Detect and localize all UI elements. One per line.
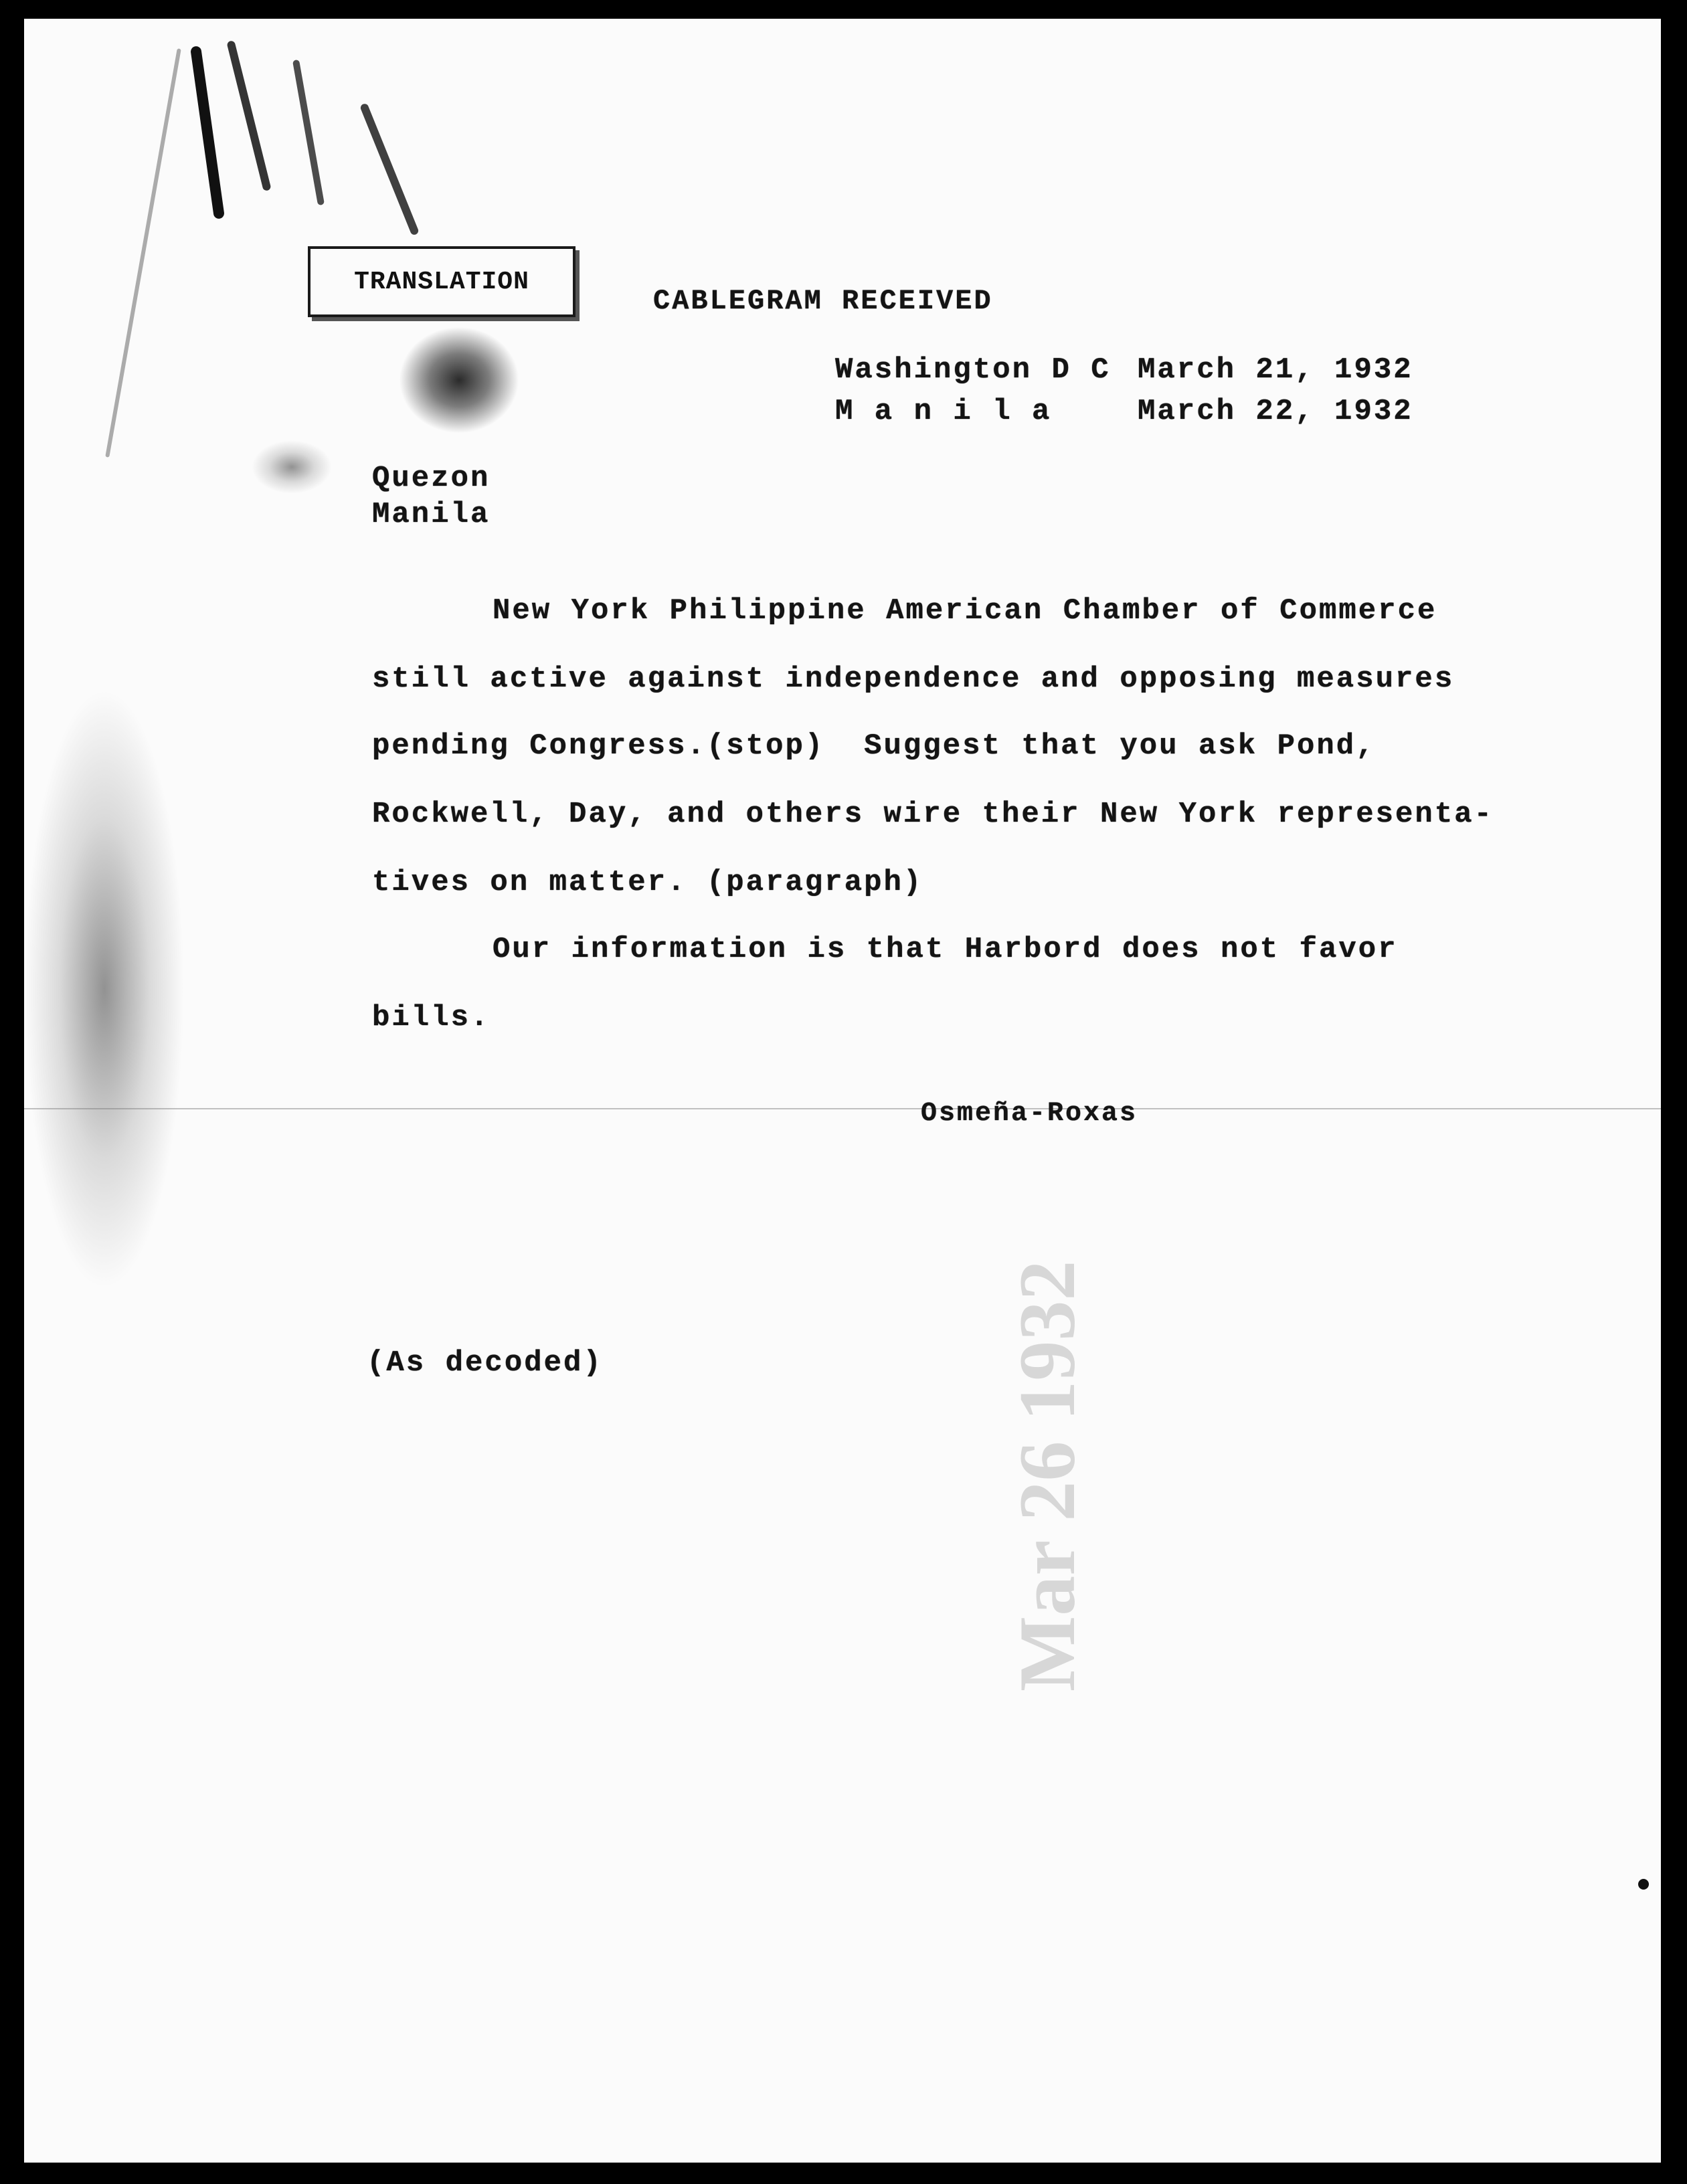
body-line: still active against independence and opposing measures xyxy=(372,662,1455,696)
ink-stroke xyxy=(292,60,325,205)
body-line: bills. xyxy=(372,1001,491,1034)
smudge xyxy=(252,440,332,494)
document-title: CABLEGRAM RECEIVED xyxy=(653,285,993,317)
addressee-name: Quezon xyxy=(372,462,491,495)
document-page xyxy=(24,19,1661,2163)
translation-label xyxy=(308,246,575,317)
ink-stroke xyxy=(105,48,181,458)
origin-place: Washington D C xyxy=(835,353,1111,387)
rubber-stamp: Mar 26 1932 xyxy=(1002,1260,1091,1692)
decoded-note: (As decoded) xyxy=(367,1346,603,1380)
destination-place: M a n i l a xyxy=(835,395,1052,428)
body-line: Our information is that Harbord does not favor xyxy=(493,933,1398,966)
fold-line xyxy=(24,1108,1661,1109)
signature: Osmeña-Roxas xyxy=(921,1099,1138,1129)
ink-blot xyxy=(399,327,519,434)
destination-date: March 22, 1932 xyxy=(1138,395,1413,428)
addressee-city: Manila xyxy=(372,498,491,531)
scan-border xyxy=(1663,0,1687,2184)
ink-stroke xyxy=(226,40,271,191)
body-line: New York Philippine American Chamber of Commerce xyxy=(493,594,1437,628)
body-line: Rockwell, Day, and others wire their New York representa- xyxy=(372,798,1494,831)
ink-stroke xyxy=(190,46,225,219)
speck xyxy=(1638,1879,1649,1890)
origin-date: March 21, 1932 xyxy=(1138,353,1413,387)
body-line: tives on matter. (paragraph) xyxy=(372,866,923,899)
ink-stroke xyxy=(359,102,420,236)
smudge xyxy=(24,688,185,1290)
translation-label-text: TRANSLATION xyxy=(354,267,529,296)
body-line: pending Congress.(stop) Suggest that you ask Pond, xyxy=(372,729,1376,763)
